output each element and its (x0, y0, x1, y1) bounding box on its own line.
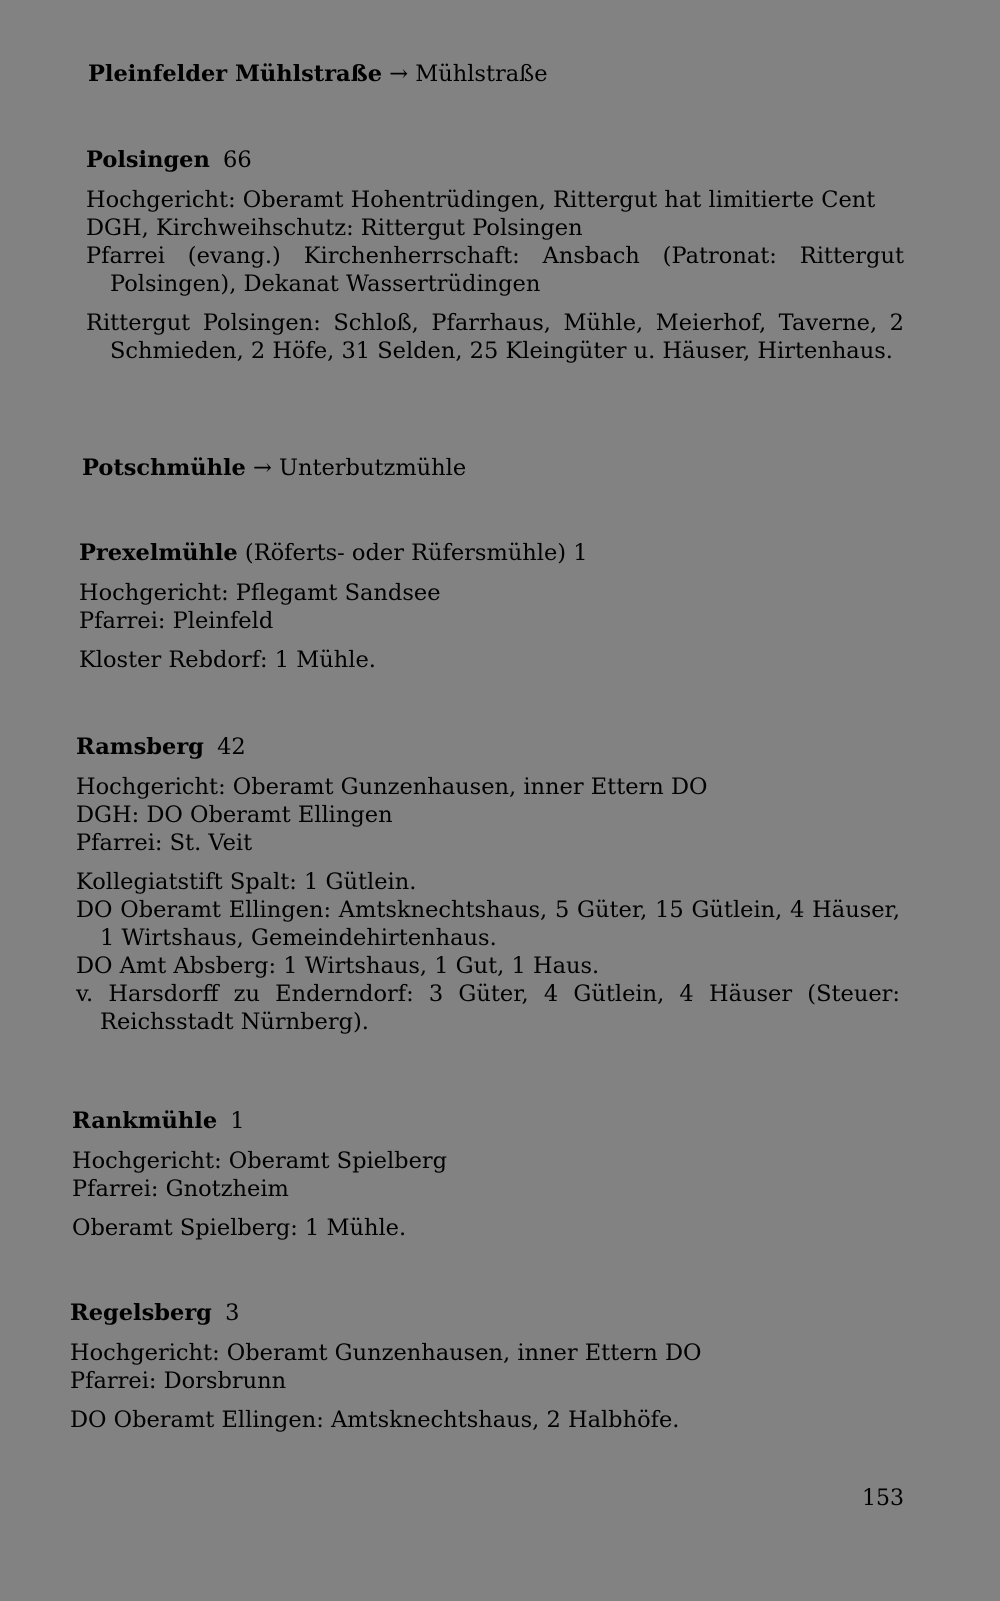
entry-polsingen (86, 146, 904, 365)
holding-line: Oberamt Spielberg: 1 Mühle. (72, 1215, 407, 1241)
holding-line: DO Amt Absberg: 1 Wirtshaus, 1 Gut, 1 Haus. (76, 953, 600, 979)
parish-line: Pfarrei (evang.) Kirchenherrschaft: Ansbach (Patronat: Rittergut Polsingen), Dekanat Wassertrüdingen (86, 243, 904, 297)
entry-potschmuehle (82, 454, 902, 482)
entry-pleinfelder-muehlstrasse (88, 60, 908, 88)
entry-rankmuehle (72, 1107, 898, 1242)
household-count: 42 (217, 734, 246, 760)
parish-line: Pfarrei: Pleinfeld (79, 608, 274, 634)
jurisdiction-line: Hochgericht: Pflegamt Sandsee (79, 580, 441, 606)
entry-heading (72, 1107, 898, 1135)
jurisdiction-line: Hochgericht: Oberamt Gunzenhausen, inner Ettern DO (70, 1340, 702, 1366)
holding-line: DO Oberamt Ellingen: Amtsknechtshaus, 5 Güter, 15 Gütlein, 4 Häuser, 1 Wirtshaus, Gemeindehirtenhaus. (76, 897, 900, 951)
place-name: Rankmühle (72, 1108, 218, 1134)
page-number: 153 (862, 1486, 904, 1511)
place-name: Prexelmühle (79, 540, 238, 566)
parish-line: Pfarrei: St. Veit (76, 830, 253, 856)
holding-line: Kloster Rebdorf: 1 Mühle. (79, 647, 376, 673)
parish-line: Pfarrei: Gnotzheim (72, 1176, 289, 1202)
place-name: Pleinfelder Mühlstraße (88, 61, 383, 87)
holding-line: Kollegiatstift Spalt: 1 Gütlein. (76, 869, 417, 895)
entry-ramsberg (76, 733, 900, 1036)
jurisdiction-line: Hochgericht: Oberamt Hohentrüdingen, Rittergut hat limitierte Cent (86, 187, 876, 213)
alt-names-and-count: (Röferts- oder Rüfersmühle) 1 (244, 540, 588, 566)
place-name: Polsingen (86, 147, 210, 173)
cross-reference: → Unterbutzmühle (252, 455, 467, 481)
jurisdiction-line: Hochgericht: Oberamt Spielberg (72, 1148, 448, 1174)
household-count: 1 (230, 1108, 245, 1134)
entry-prexelmuehle (79, 539, 901, 674)
jurisdiction-line: Hochgericht: Oberamt Gunzenhausen, inner Ettern DO (76, 774, 708, 800)
parish-line: Pfarrei: Dorsbrunn (70, 1368, 287, 1394)
place-name: Regelsberg (70, 1300, 212, 1326)
holding-line: DO Oberamt Ellingen: Amtsknechtshaus, 2 Halbhöfe. (70, 1407, 680, 1433)
entry-heading (79, 539, 901, 567)
jurisdiction-line: DGH, Kirchweihschutz: Rittergut Polsingen (86, 215, 583, 241)
household-count: 3 (225, 1300, 240, 1326)
entry-heading (86, 146, 904, 174)
holding-line: Rittergut Polsingen: Schloß, Pfarrhaus, Mühle, Meierhof, Taverne, 2 Schmieden, 2 Höfe, 31 Selden, 25 Kleingüter u. Häuser, Hirtenhaus. (86, 310, 904, 364)
entry-regelsberg (70, 1299, 896, 1434)
jurisdiction-line: DGH: DO Oberamt Ellingen (76, 802, 393, 828)
entry-heading (82, 454, 902, 482)
entry-heading (70, 1299, 896, 1327)
entry-heading (88, 60, 908, 88)
entry-heading (76, 733, 900, 761)
place-name: Potschmühle (82, 455, 246, 481)
place-name: Ramsberg (76, 734, 204, 760)
household-count: 66 (223, 147, 252, 173)
holding-line: v. Harsdorff zu Enderndorf: 3 Güter, 4 Gütlein, 4 Häuser (Steuer: Reichsstadt Nürnberg). (76, 981, 900, 1035)
cross-reference: → Mühlstraße (389, 61, 548, 87)
